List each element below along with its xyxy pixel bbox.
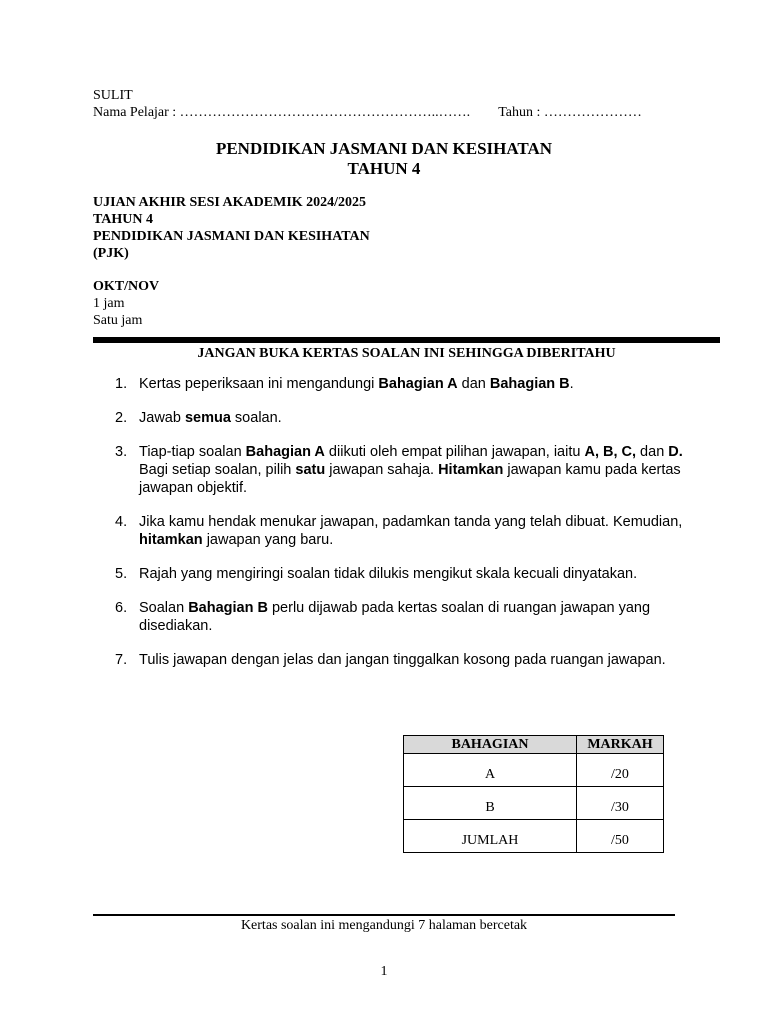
exam-duration-words: Satu jam xyxy=(93,313,143,328)
instruction-fragment: . xyxy=(569,376,574,392)
total-marks-cell[interactable]: /50 xyxy=(577,820,664,853)
student-info-line xyxy=(93,104,642,121)
instruction-item xyxy=(115,443,685,497)
emphasis-text: hitamkan xyxy=(139,532,203,548)
instruction-fragment: jawapan kamu pada kertas jawapan objektif. xyxy=(139,462,681,496)
instruction-number: 1. xyxy=(115,376,128,392)
column-header-section: BAHAGIAN xyxy=(404,736,577,754)
table-row xyxy=(404,820,664,853)
instruction-fragment: Soalan xyxy=(139,600,189,616)
instruction-text xyxy=(139,410,282,426)
page-count-note: Kertas soalan ini mengandungi 7 halaman bercetak xyxy=(240,918,528,933)
emphasis-text: semua xyxy=(184,410,231,426)
instructions-list xyxy=(115,375,685,685)
total-cell: JUMLAH xyxy=(404,820,577,853)
instruction-fragment: Tulis jawapan dengan jelas dan jangan tinggalkan kosong pada ruangan jawapan. xyxy=(139,652,666,668)
instruction-fragment: Jawab xyxy=(139,410,185,426)
instruction-text xyxy=(139,600,650,634)
instruction-number: 2. xyxy=(115,410,128,426)
exam-month: OKT/NOV xyxy=(93,279,160,294)
instruction-item xyxy=(115,375,685,393)
emphasis-text: A, B, C, xyxy=(584,444,637,460)
instruction-fragment: dan xyxy=(636,444,669,460)
exam-timing xyxy=(93,278,159,329)
table-row xyxy=(404,787,664,820)
instruction-fragment: jawapan sahaja. xyxy=(325,462,439,478)
marks-cell[interactable]: /20 xyxy=(577,754,664,787)
table-header-row xyxy=(404,736,664,754)
instruction-fragment: Rajah yang mengiringi soalan tidak dilukis mengikut skala kecuali dinyatakan. xyxy=(139,566,638,582)
instruction-text xyxy=(139,566,637,582)
instruction-fragment: diikuti oleh empat pilihan jawapan, iaitu xyxy=(324,444,585,460)
emphasis-text: Bahagian A xyxy=(245,444,325,460)
page-title xyxy=(0,139,768,179)
section-cell: B xyxy=(404,787,577,820)
instruction-fragment: dan xyxy=(457,376,490,392)
column-header-marks: MARKAH xyxy=(577,736,664,754)
exam-duration: 1 jam xyxy=(93,296,125,311)
instruction-fragment: Jika kamu hendak menukar jawapan, padamkan tanda yang telah dibuat. Kemudian, xyxy=(139,514,683,530)
instruction-item xyxy=(115,513,685,549)
page-number: 1 xyxy=(380,964,388,979)
exam-year: TAHUN 4 xyxy=(93,212,154,227)
marks-cell[interactable]: /30 xyxy=(577,787,664,820)
confidential-label: SULIT xyxy=(93,88,133,103)
instruction-number: 4. xyxy=(115,514,128,530)
divider xyxy=(93,337,720,343)
instruction-text xyxy=(139,514,682,548)
section-cell: A xyxy=(404,754,577,787)
instruction-number: 5. xyxy=(115,566,128,582)
instruction-text xyxy=(139,444,683,496)
emphasis-text: Bahagian A xyxy=(378,376,458,392)
emphasis-text: Hitamkan xyxy=(438,462,504,478)
footer-divider xyxy=(93,914,675,916)
instruction-fragment: jawapan yang baru. xyxy=(202,532,334,548)
emphasis-text: Bahagian B xyxy=(489,376,570,392)
instruction-fragment: perlu dijawab pada kertas soalan di ruangan jawapan yang disediakan. xyxy=(139,600,651,634)
instruction-item xyxy=(115,651,685,669)
student-name-field[interactable]: Nama Pelajar : ………………………………………………..……. xyxy=(93,105,471,120)
instruction-item xyxy=(115,599,685,635)
instruction-item xyxy=(115,409,685,427)
instruction-fragment: Tiap-tiap soalan xyxy=(139,444,246,460)
emphasis-text: D. xyxy=(668,444,683,460)
title-year: TAHUN 4 xyxy=(347,159,421,178)
exam-session: UJIAN AKHIR SESI AKADEMIK 2024/2025 xyxy=(93,195,367,210)
instruction-text xyxy=(139,652,666,668)
instruction-number: 3. xyxy=(115,444,128,460)
warning-notice: JANGAN BUKA KERTAS SOALAN INI SEHINGGA DIBERITAHU xyxy=(197,346,616,361)
marks-table xyxy=(403,735,664,853)
emphasis-text: Bahagian B xyxy=(188,600,268,616)
exam-subject-code: (PJK) xyxy=(93,246,129,261)
title-subject: PENDIDIKAN JASMANI DAN KESIHATAN xyxy=(215,139,553,158)
instruction-fragment: Bagi setiap soalan, pilih xyxy=(139,462,296,478)
table-row xyxy=(404,754,664,787)
instruction-number: 7. xyxy=(115,652,128,668)
exam-subject: PENDIDIKAN JASMANI DAN KESIHATAN xyxy=(93,229,370,244)
instruction-number: 6. xyxy=(115,600,128,616)
instruction-text xyxy=(139,376,574,392)
emphasis-text: satu xyxy=(295,462,326,478)
year-field[interactable]: Tahun : ………………… xyxy=(498,105,642,120)
instruction-fragment: Kertas peperiksaan ini mengandungi xyxy=(139,376,379,392)
instruction-fragment: soalan. xyxy=(230,410,282,426)
exam-info xyxy=(93,194,370,262)
instruction-item xyxy=(115,565,685,583)
